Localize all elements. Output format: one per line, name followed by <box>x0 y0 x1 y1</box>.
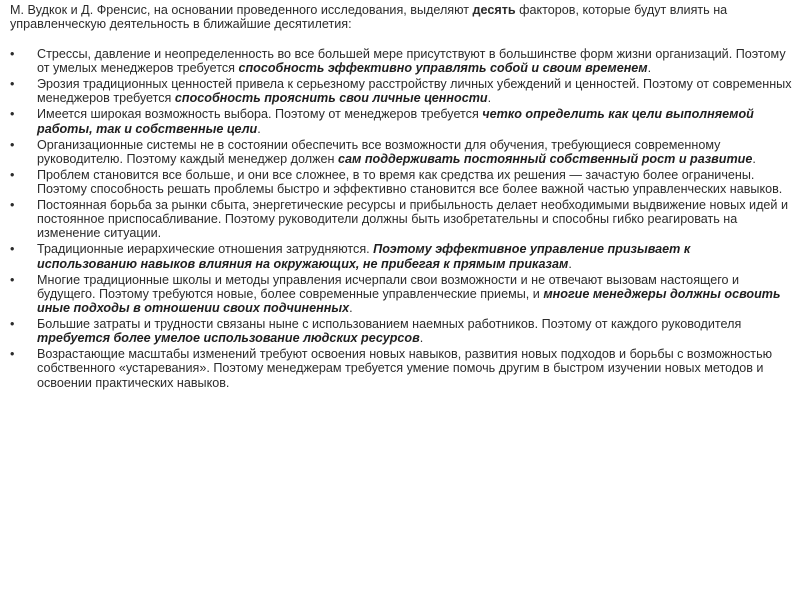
bullet-icon: • <box>10 107 15 122</box>
item-text: Эрозия традиционных ценностей привела к серьезному расстройству личных убеждений и ценностей. Поэтому от современных менеджеров требуется <box>37 77 792 106</box>
list-item <box>10 273 792 316</box>
item-text: Имеется широкая возможность выбора. Поэтому от менеджеров требуется <box>37 107 483 122</box>
item-emphasis: способность эффективно управлять собой и своим временем <box>238 61 648 76</box>
item-text: Организационные системы не в состоянии обеспечить все возможности для обучения, требующиеся современному руководителю. Поэтому каждый менеджер должен <box>37 137 721 166</box>
item-text: Многие традиционные школы и методы управления исчерпали свои возможности и не отвечают вызовам настоящего и будущего. Поэтому требуются новые, более современные управленческие приемы, и <box>37 272 740 301</box>
list-item <box>10 47 792 75</box>
intro-text-after: факторов, которые будут влиять на управленческую деятельность в ближайшие десятилетия: <box>10 3 728 31</box>
item-emphasis: требуется более умелое использование людских ресурсов <box>37 331 420 346</box>
factors-list <box>10 47 790 390</box>
list-item <box>10 168 792 196</box>
item-emphasis: сам поддерживать постоянный собственный рост и развитие <box>338 151 753 166</box>
item-emphasis: многие менеджеры должны освоить иные подходы в отношении своих подчиненных <box>37 286 781 316</box>
bullet-icon: • <box>10 167 15 182</box>
item-tail: . <box>487 91 492 106</box>
bullet-icon: • <box>10 317 15 332</box>
list-item <box>10 198 792 241</box>
item-tail: . <box>568 256 572 271</box>
list-item <box>10 138 792 166</box>
item-tail: . <box>419 331 424 346</box>
bullet-icon: • <box>10 77 15 92</box>
bullet-icon: • <box>10 242 15 257</box>
item-emphasis: четко определить как цели выполняемой работы, так и собственные цели <box>37 107 754 136</box>
item-tail: . <box>647 61 652 76</box>
list-item <box>10 317 792 345</box>
item-tail: . <box>349 301 353 316</box>
list-item <box>10 107 792 135</box>
bullet-icon: • <box>10 347 15 362</box>
intro-bold-word: десять <box>472 3 516 17</box>
bullet-icon: • <box>10 137 15 152</box>
list-item <box>10 77 792 105</box>
item-text: Большие затраты и трудности связаны ныне с использованием наемных работников. Поэтому от каждого руководителя <box>37 317 742 332</box>
item-text: Проблем становится все больше, и они все сложнее, в то время как средства их решения — зачастую более ограничены. Поэтому способность решать проблемы быстро и эффективно становится все более важной частью управленческих навыков. <box>37 167 783 197</box>
item-emphasis: Поэтому эффективное управление призывает к использованию навыков влияния на окружающих, не прибегая к прямым приказам <box>37 242 691 271</box>
intro-paragraph <box>10 3 780 31</box>
item-text: Традиционные иерархические отношения затрудняются. <box>37 242 374 257</box>
intro-text-before: М. Вудкок и Д. Френсис, на основании проведенного исследования, выделяют <box>10 3 473 17</box>
item-text: Стрессы, давление и неопределенность во все большей мере присутствуют в большинстве форм жизни организаций. Поэтому от умелых менеджеров требуется <box>37 47 786 76</box>
item-emphasis: способность прояснить свои личные ценности <box>174 91 488 106</box>
list-item <box>10 347 792 390</box>
bullet-icon: • <box>10 47 15 61</box>
bullet-icon: • <box>10 198 15 213</box>
bullet-icon: • <box>10 272 15 287</box>
item-tail: . <box>257 121 261 136</box>
item-tail: . <box>752 151 756 166</box>
item-text: Возрастающие масштабы изменений требуют освоения новых навыков, развития новых подходов и борьбы с возможностью собственного «устаревания». Поэтому менеджерам требуется умение помочь другим в быстром изучении новых методов и освоении практических навыков. <box>37 347 773 390</box>
list-item <box>10 242 792 270</box>
item-text: Постоянная борьба за рынки сбыта, энергетические ресурсы и прибыльность делает необходимыми выдвижение новых идей и постоянное приспосабливание. Поэтому руководители должны быть изобретательны и способны гибко реагировать на изменение ситуации. <box>37 198 788 241</box>
